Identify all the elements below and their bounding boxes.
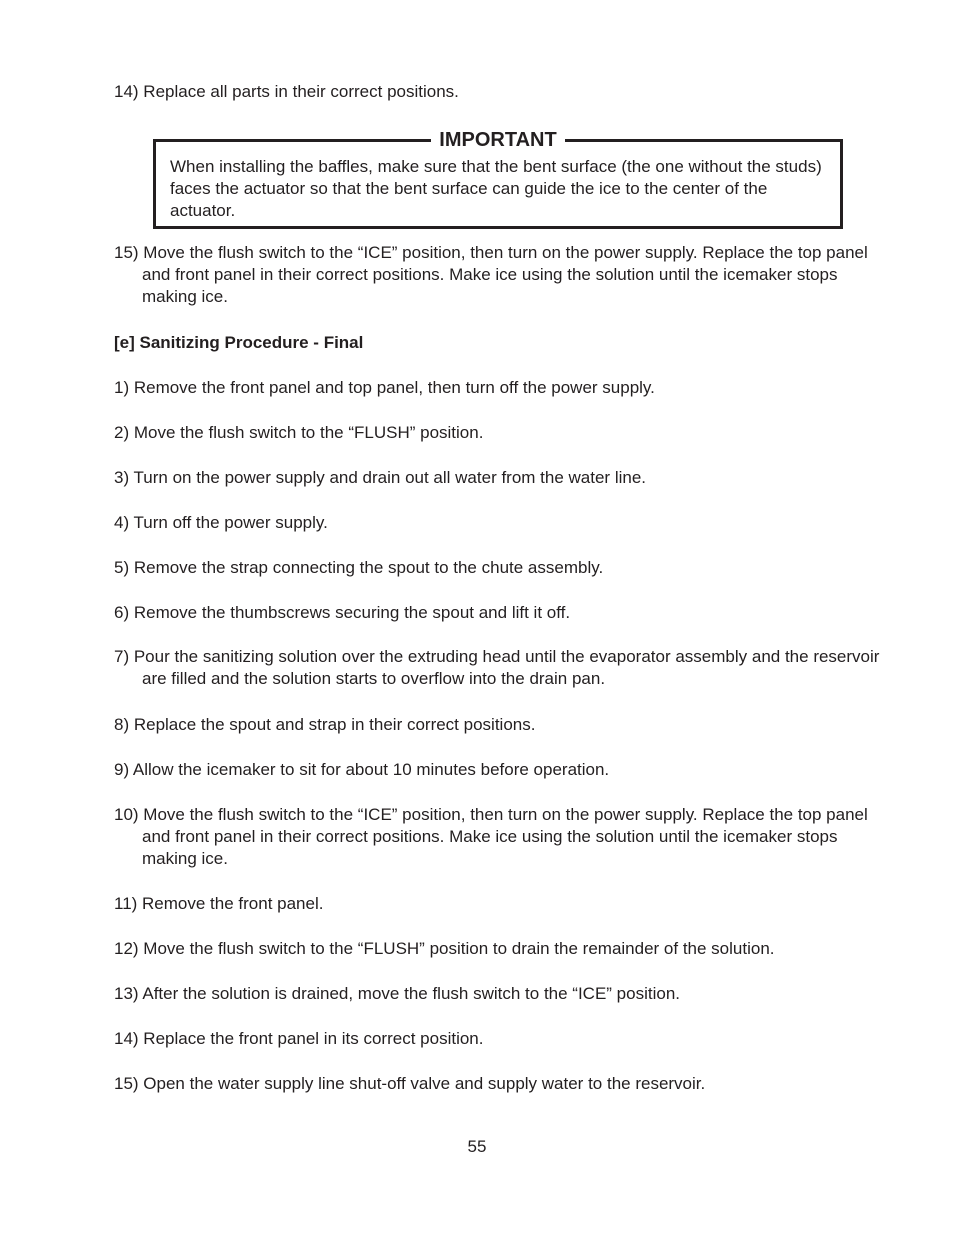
final-step-4: 4) Turn off the power supply. bbox=[114, 513, 328, 532]
final-step-5: 5) Remove the strap connecting the spout to the chute assembly. bbox=[114, 558, 604, 577]
important-notice-box bbox=[153, 129, 843, 229]
final-step-9: 9) Allow the icemaker to sit for about 10 minutes before operation. bbox=[114, 760, 610, 779]
step-15-make-ice: 15) Move the flush switch to the “ICE” position, then turn on the power supply. Replace the top panel and front panel in their correct positions. Make ice using the solution until the icemaker stops making ice. bbox=[114, 243, 868, 306]
page-number: 55 bbox=[467, 1137, 487, 1156]
final-step-13: 13) After the solution is drained, move the flush switch to the “ICE” position. bbox=[114, 984, 681, 1003]
final-step-1: 1) Remove the front panel and top panel, then turn off the power supply. bbox=[114, 378, 655, 397]
step-14-replace-parts: 14) Replace all parts in their correct positions. bbox=[114, 82, 459, 101]
final-step-7: 7) Pour the sanitizing solution over the extruding head until the evaporator assembly and the reservoir are filled and the solution starts to overflow into the drain pan. bbox=[114, 647, 880, 688]
final-step-10: 10) Move the flush switch to the “ICE” position, then turn on the power supply. Replace the top panel and front panel in their correct positions. Make ice using the solution until the icemaker stops making ice. bbox=[114, 805, 868, 868]
final-step-2: 2) Move the flush switch to the “FLUSH” position. bbox=[114, 423, 484, 442]
final-step-12: 12) Move the flush switch to the “FLUSH” position to drain the remainder of the solution. bbox=[114, 939, 775, 958]
final-step-6: 6) Remove the thumbscrews securing the spout and lift it off. bbox=[114, 603, 571, 622]
final-step-14: 14) Replace the front panel in its correct position. bbox=[114, 1029, 484, 1048]
final-step-11: 11) Remove the front panel. bbox=[114, 894, 324, 913]
important-title: IMPORTANT bbox=[431, 129, 564, 151]
final-step-8: 8) Replace the spout and strap in their correct positions. bbox=[114, 715, 536, 734]
final-step-15: 15) Open the water supply line shut-off valve and supply water to the reservoir. bbox=[114, 1074, 706, 1093]
section-heading: [e] Sanitizing Procedure - Final bbox=[114, 333, 364, 352]
important-text: When installing the baffles, make sure that the bent surface (the one without the studs) faces the actuator so that the bent surface can guide the ice to the center of the actuator. bbox=[170, 157, 822, 220]
final-step-3: 3) Turn on the power supply and drain out all water from the water line. bbox=[114, 468, 647, 487]
